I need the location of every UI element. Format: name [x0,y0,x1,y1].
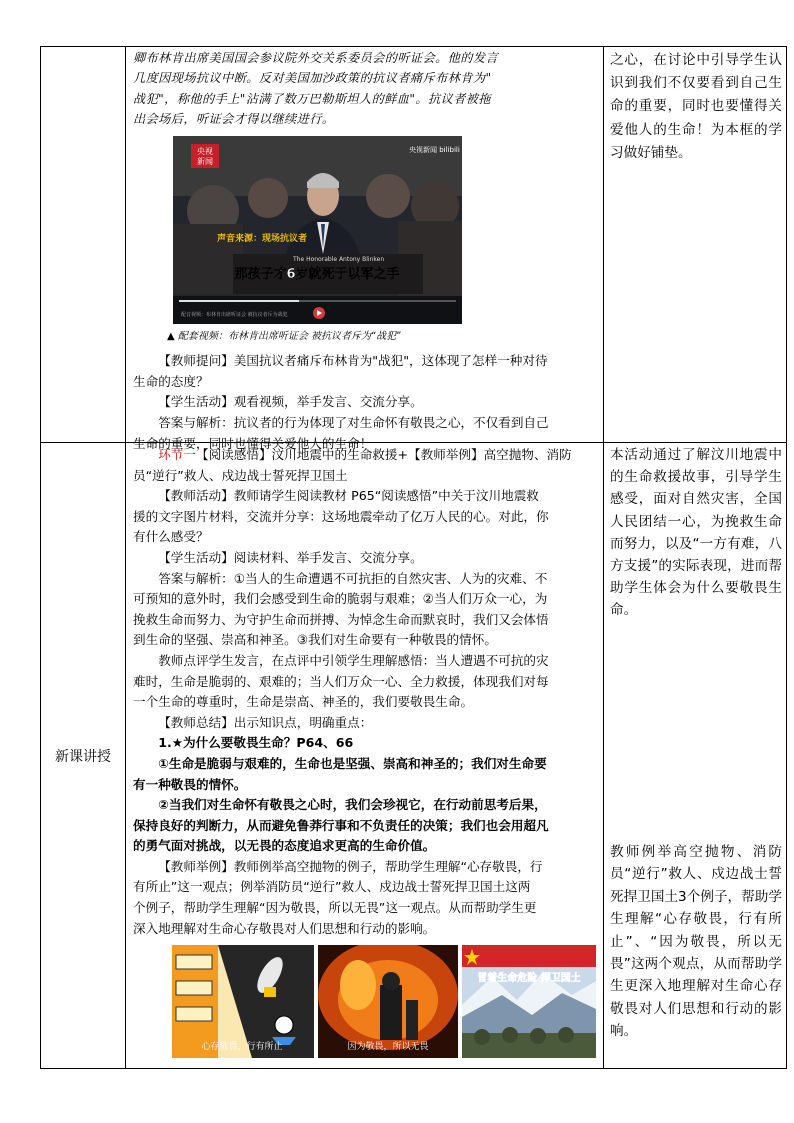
section-label-cell [41,443,125,1069]
video-frame [173,136,462,324]
video-caption: ▲ 配套视频：布林肯出席听证会 被抗议者斥为“战犯” [167,330,402,342]
example-line-3: 个例子，帮助学生理解“因为敬畏，所以无畏”这一观点。从而帮助学生更 [133,900,537,916]
lesson-table [40,46,787,1069]
row2-note-2 [604,841,788,1043]
row2-content [126,443,642,1069]
knowledge-point-1-line-2: 有一种敬畏的情怀。 [133,776,247,792]
answer2-line-1: 答案与解析：①当人的生命遭遇不可抗拒的自然灾害、人为的灾难、不 [158,570,548,586]
row2-note-2-text: 教师例举高空抛物、消防员“逆行”救人、戍边战士誓死捍卫国土3个例子，帮助学生理解“心存敬畏，行有所止”、“因为敬畏，所以无畏”这两个观点，从而帮助学生更深入地理解对生命心存敬畏对人们思想和行动的影响。 [610,844,782,1040]
video-subtitle: 那孩子才6岁就死于以军之手 [234,266,400,282]
image-caption-2: 因为敬畏，所以无畏 [347,1042,429,1053]
poster-title: 冒着生命危险 捍卫国土 [477,973,581,985]
answer2-line-4: 到生命的坚强、崇高和神圣。③我们对生命要有一种敬畏的情怀。 [133,632,497,648]
comment-line-2: 难时，生命是脆弱的、艰难的；当人们万众一心、全力救援，体现我们对每 [133,673,549,689]
teacher-activity-line-3: 有什么感受？ [133,529,209,545]
teacher-activity-line-2: 援的文字图片材料，交流并分享：这场地震牵动了亿万人民的心。对此，你 [133,508,549,524]
intro-line-1: 卿布林肯出席美国国会参议院外交关系委员会的听证会。他的发言 [133,51,499,65]
teacher-question-line-2: 生命的态度？ [133,373,209,389]
row1-note-text: 之心，在讨论中引导学生认识到我们不仅要看到自己生命的重要，同时也要懂得关爱他人的生命！为本框的学习做好铺垫。 [610,52,782,161]
row2-note-1-text: 本活动通过了解汶川地震中的生命救援故事，引导学生感受，面对自然灾害，全国人民团结一心，为挽救生命而努力，以及“一方有难，八方支援”的实际表现，进而帮助学生体会为什么要敬畏生命。 [610,447,782,619]
image-high-altitude-throwing [172,945,314,1058]
intro-line-4: 出会场后，听证会才得以继续进行。 [133,112,335,127]
link-prefix: 环节一 [158,447,196,462]
logo-left-2: 新闻 [197,156,213,166]
student-activity: 【学生活动】观看视频，举手发言、交流分享。 [158,394,423,410]
intro-line-3: 战犯"，称他的手上"沾满了数万巴勒斯坦人的鲜血"。抗议者被拖 [133,91,491,106]
row1-content [126,47,642,451]
answer-line-2: 生命的重要，同时也懂得关爱他人的生命！ [133,435,373,451]
teacher-activity-line-1: 【教师活动】教师请学生阅读教材 P65“阅读感悟”中关于汶川地震救 [158,488,539,504]
intro-line-2: 几度因现场抗议中断。反对美国加沙政策的抗议者痛斥布林肯为" [133,71,492,86]
knowledge-point-1-line-1: ①生命是脆弱与艰难的，生命也是坚强、崇高和神圣的；我们对生命要 [158,755,547,771]
example-line-2: 有所止”这一观点；例举消防员“逆行”救人、戍边战士誓死捍卫国土这两 [133,879,531,895]
video-player[interactable] [173,136,462,324]
name-plate: The Honorable Antony Blinken [293,255,385,263]
teacher-summary: 【教师总结】出示知识点，明确重点： [158,714,373,730]
knowledge-point-2-line-1: ②当我们对生命怀有敬畏之心时，我们会珍视它，在行动前思考后果， [158,797,547,813]
answer2-line-3: 挽救生命而努力、为守护生命而拼搏、为悼念生命而默哀时，我们又会体悟 [133,611,549,627]
row2-note-1 [604,444,788,622]
example-images [172,945,636,1058]
image-border-soldiers [462,945,596,1058]
answer2-line-2: 可预知的意外时，我们会感受到生命的脆弱与艰难；②当人们万众一心，为 [133,591,548,607]
control-text: 配音视频：布林肯出席听证会 被抗议者斥为战犯 [181,311,288,318]
image-caption-1: 心存敬畏，行有所止 [201,1042,283,1053]
source-label: 声音来源：现场抗议者 [217,233,308,244]
section-label: 新课讲授 [55,749,111,765]
comment-line-1: 教师点评学生发言，在点评中引领学生理解感悟：当人遭遇不可抗的灾 [158,652,549,668]
teacher-question-line-1: 【教师提问】美国抗议者痛斥布林肯为"战犯"，这体现了怎样一种对待 [158,353,548,369]
knowledge-point-2-line-2: 保持良好的判断力，从而避免鲁莽行事和不负责任的决策；我们也会用超凡 [133,817,549,833]
link-title-1: 【阅读感悟】汶川地震中的生命救援+【教师举例】高空抛物、消防 [195,447,572,462]
knowledge-point-2-line-3: 的勇气面对挑战，以无畏的态度追求更高的生命价值。 [133,838,436,854]
logo-right: 央视新闻 bilibili [409,145,460,154]
knowledge-point-title: 1.★为什么要敬畏生命？P64、66 [158,735,354,751]
logo-left-1: 央视 [197,146,213,156]
image-firefighter [318,945,458,1058]
example-line-1: 【教师举例】教师例举高空抛物的例子，帮助学生理解“心存敬畏，行 [158,858,543,874]
comment-line-3: 一个生命的尊重时，生命是崇高、神圣的，我们要敬畏生命。 [133,694,474,710]
link-title-2: 员“逆行”救人、戍边战士誓死捍卫国土 [133,467,348,483]
student-activity-2: 【学生活动】阅读材料、举手发言、交流分享。 [158,549,423,565]
example-line-4: 深入地理解对生命心存敬畏对人们思想和行动的影响。 [133,920,436,936]
row1-note [604,49,788,165]
answer-line-1: 答案与解析：抗议者的行为体现了对生命怀有敬畏之心，不仅看到自己 [158,415,549,430]
